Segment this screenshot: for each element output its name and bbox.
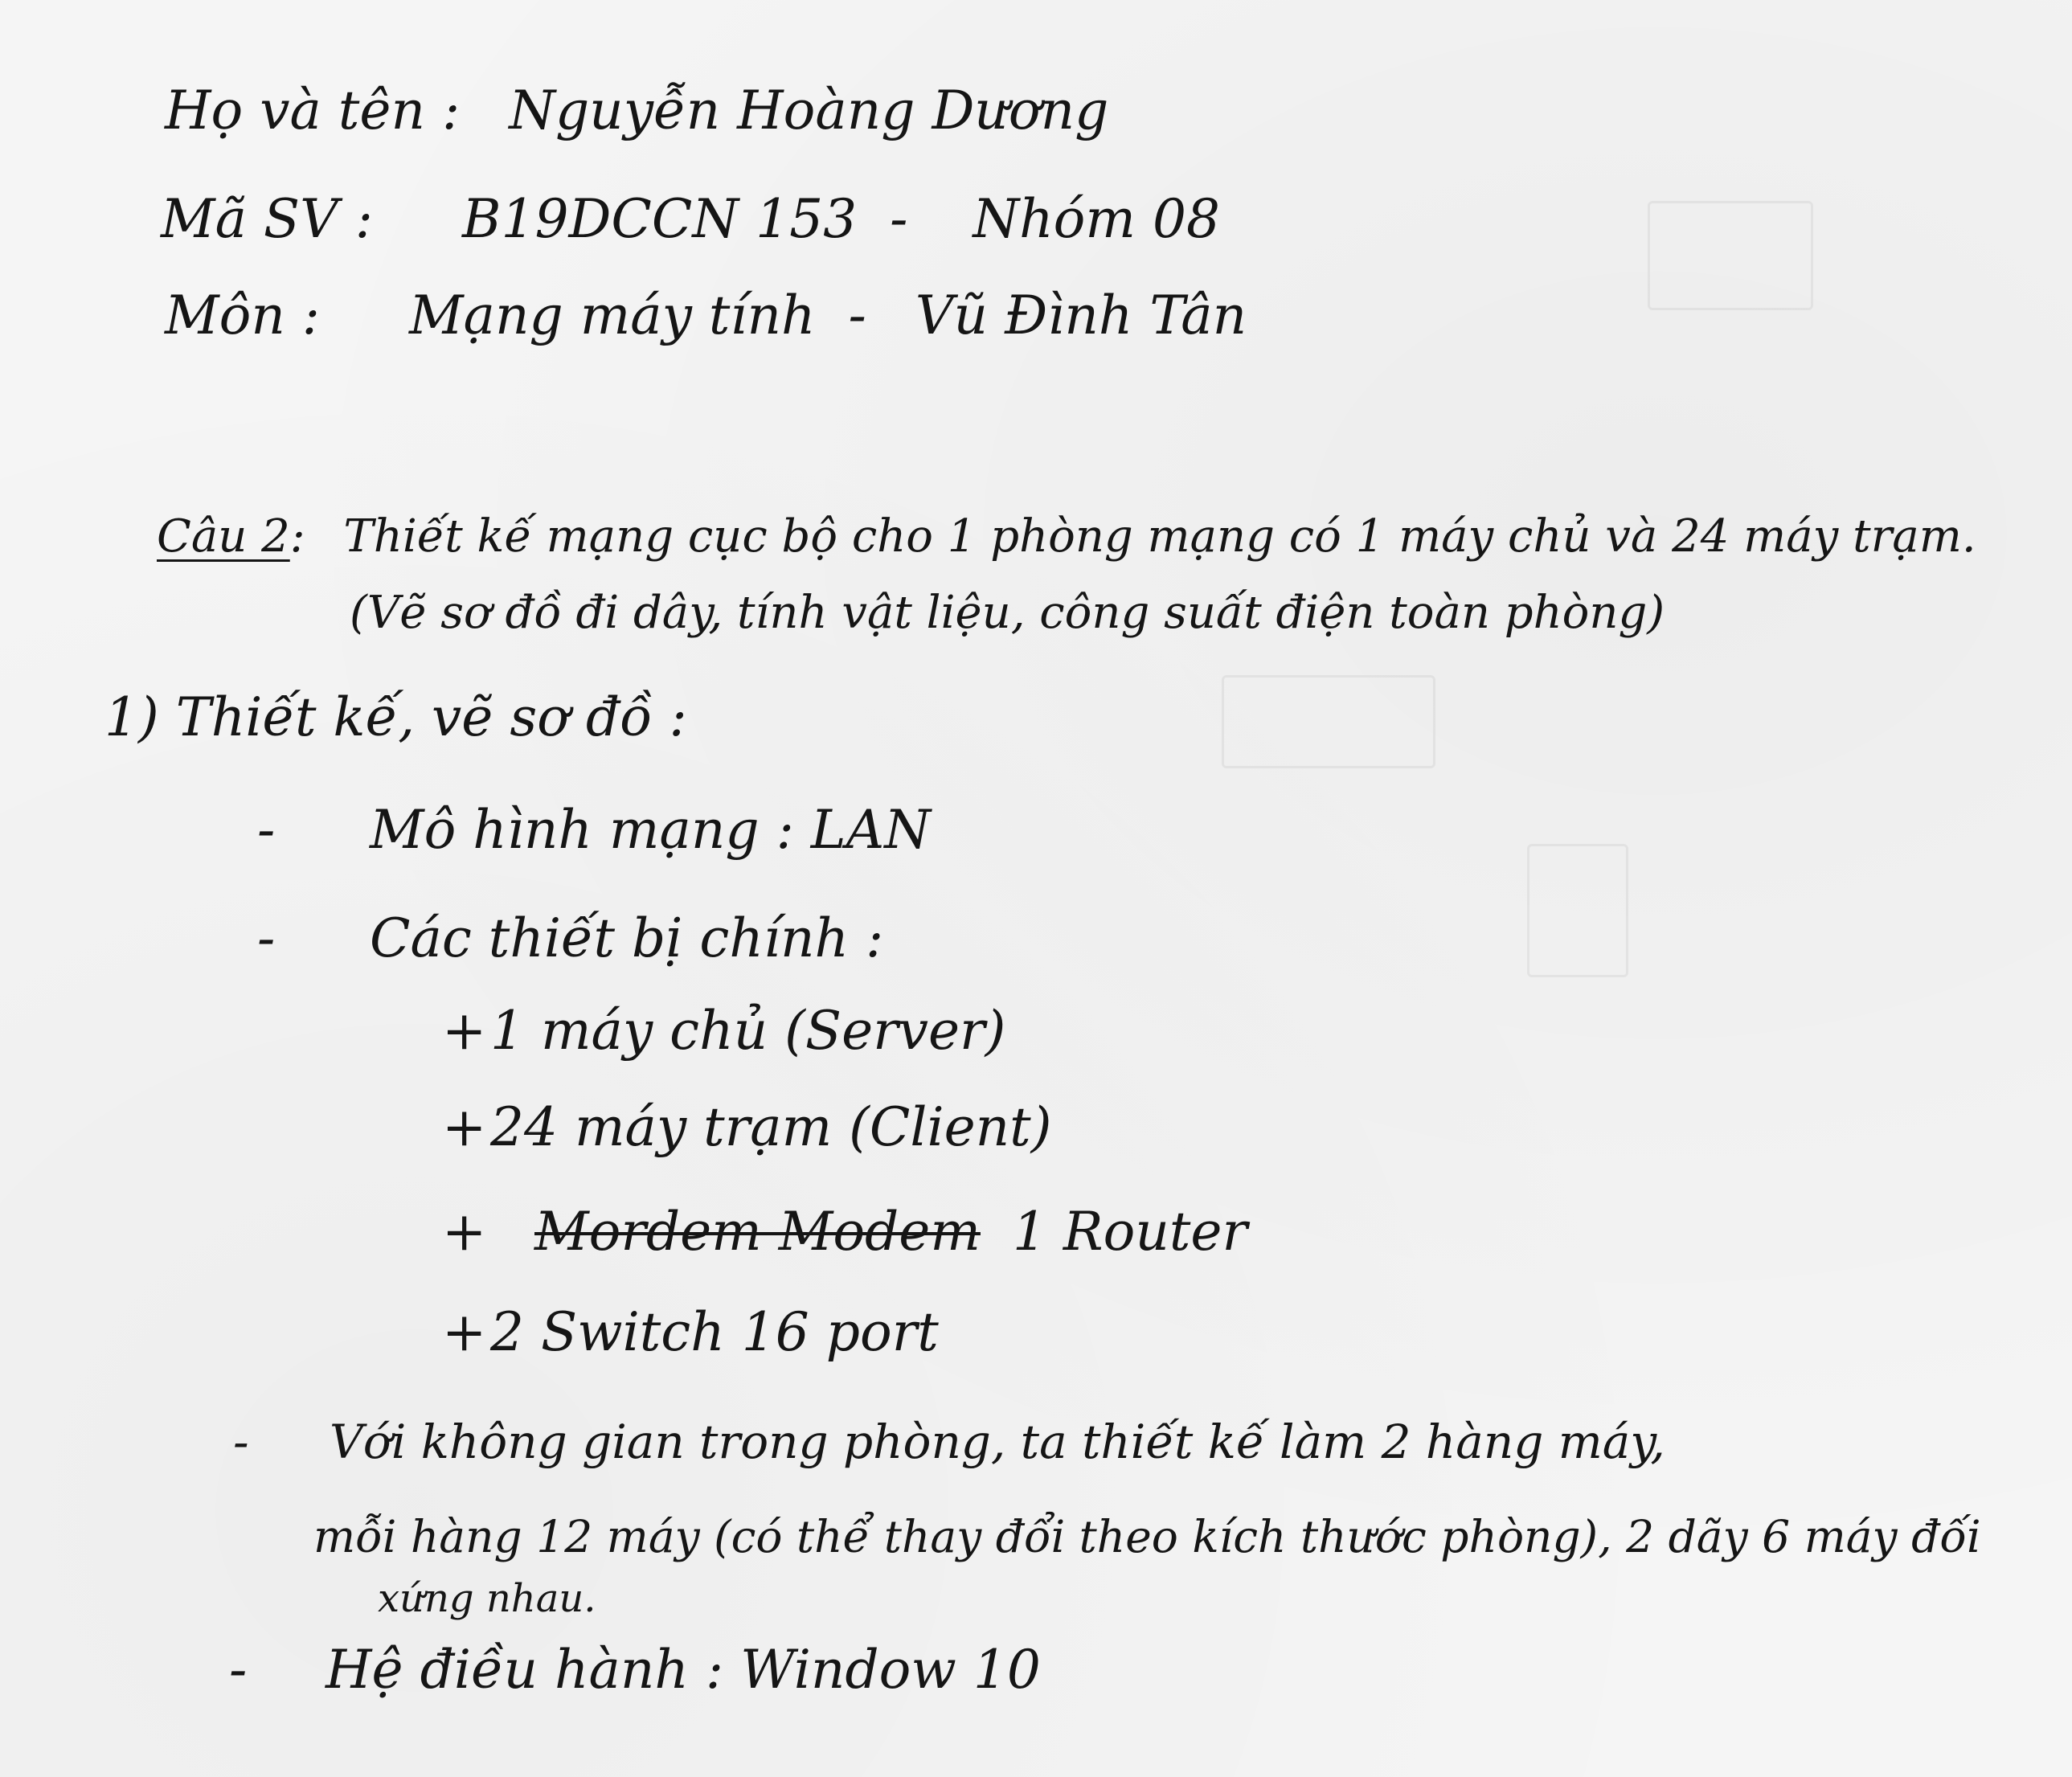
room-layout-line-1: - Với không gian trong phòng, ta thiết kế làm 2 hàng máy,: [233, 1415, 1665, 1469]
device-clients: 24 máy trạm (Client): [490, 1096, 1052, 1158]
network-model-text: Mô hình mạng : LAN: [370, 799, 932, 861]
device-item: +1 máy chủ (Server): [442, 1000, 1006, 1062]
student-id: B19DCCN 153: [462, 188, 858, 250]
question-line: Câu 2: Thiết kế mạng cục bộ cho 1 phòng mạng có 1 máy chủ và 24 máy trạm.: [157, 510, 1976, 563]
bullet-os: - Hệ điều hành : Window 10: [229, 1639, 1041, 1701]
student-name: Nguyễn Hoàng Dương: [509, 80, 1109, 141]
room-layout-line-3: xứng nhau.: [378, 1576, 596, 1621]
question-subtitle: (Vẽ sơ đồ đi dây, tính vật liệu, công suất điện toàn phòng): [350, 587, 1665, 639]
question-label: Câu 2: [157, 510, 290, 563]
paper-impression: [1222, 675, 1435, 768]
device-server: 1 máy chủ (Server): [490, 1000, 1006, 1062]
student-id-line: Mã SV : B19DCCN 153 - Nhóm 08: [161, 188, 1220, 250]
main-devices-text: Các thiết bị chính :: [370, 907, 884, 969]
device-item: +24 máy trạm (Client): [442, 1096, 1052, 1158]
id-label: Mã SV: [161, 188, 338, 250]
teacher-name: Vũ Đình Tân: [915, 285, 1247, 346]
name-label: Họ và tên: [165, 80, 425, 141]
device-router: 1 Router: [1012, 1201, 1247, 1263]
bullet-main-devices: - Các thiết bị chính :: [257, 907, 884, 969]
paper-impression: [1648, 201, 1813, 310]
subject-name: Mạng máy tính: [409, 285, 816, 346]
struck-text: Mordem Modem: [534, 1201, 981, 1263]
group-number: Nhóm 08: [973, 188, 1220, 250]
room-layout-line-2: mỗi hàng 12 máy (có thể thay đổi theo kích thước phòng), 2 dãy 6 máy đối: [313, 1511, 1981, 1562]
room-layout-text-1: Với không gian trong phòng, ta thiết kế làm 2 hàng máy,: [330, 1415, 1665, 1469]
device-switch: 2 Switch 16 port: [490, 1301, 939, 1363]
subject-label: Môn: [165, 285, 285, 346]
paper-impression: [1527, 844, 1628, 977]
os-text: Hệ điều hành : Window 10: [326, 1639, 1041, 1701]
subject-line: Môn : Mạng máy tính - Vũ Đình Tân: [165, 285, 1247, 346]
section-heading: 1) Thiết kế, vẽ sơ đồ :: [104, 686, 687, 748]
bullet-network-model: - Mô hình mạng : LAN: [257, 799, 932, 861]
device-item: + Mordem Modem 1 Router: [442, 1201, 1247, 1263]
question-title: Thiết kế mạng cục bộ cho 1 phòng mạng có 1 máy chủ và 24 máy trạm.: [343, 510, 1976, 563]
device-item: +2 Switch 16 port: [442, 1301, 939, 1363]
name-line: Họ và tên : Nguyễn Hoàng Dương: [165, 80, 1109, 141]
